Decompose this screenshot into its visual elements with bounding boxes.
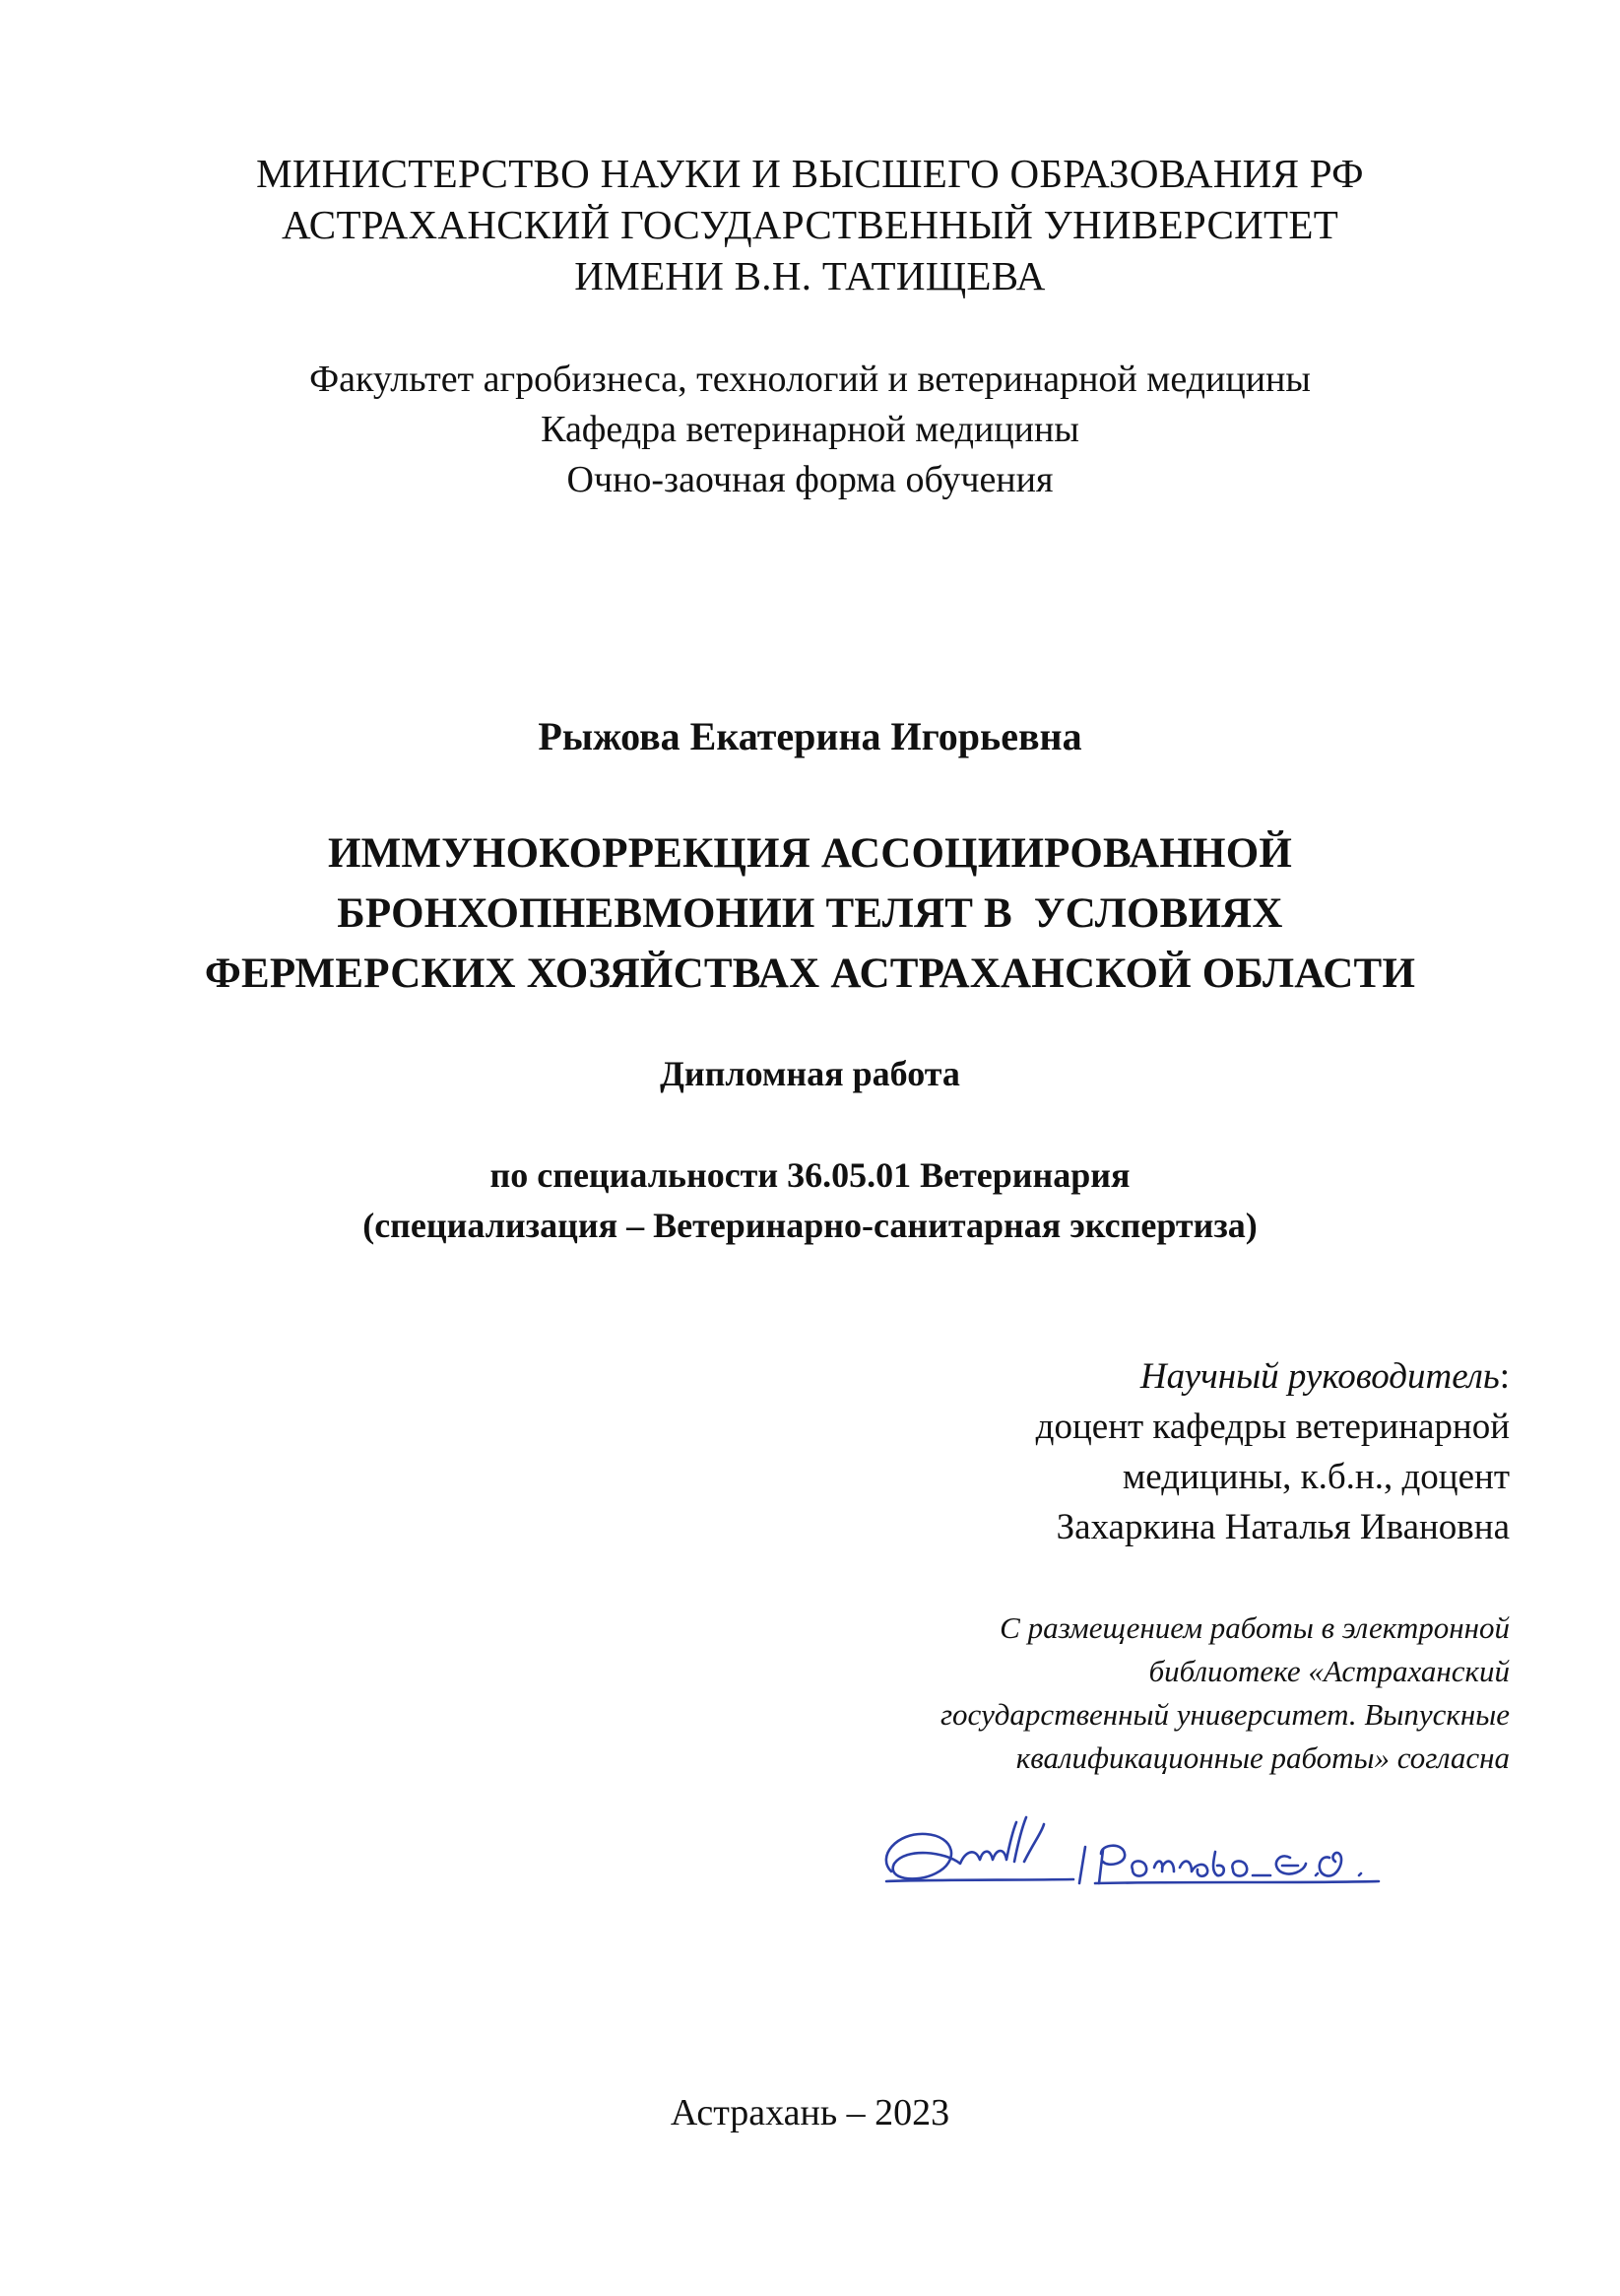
signature-separator: [1079, 1847, 1085, 1883]
thesis-title-line-2: БРОНХОПНЕВМОНИИ ТЕЛЯТ В УСЛОВИЯХ: [337, 890, 1283, 937]
signature-name-script: [1099, 1846, 1361, 1883]
consent-line-2: библиотеке «Астраханский: [1148, 1654, 1510, 1688]
library-consent-statement: [722, 1607, 1510, 1780]
signature-underline: [886, 1879, 1073, 1881]
supervisor-name: Захаркина Наталья Ивановна: [1056, 1507, 1510, 1547]
supervisor-position-line-1: доцент кафедры ветеринарной: [1035, 1407, 1510, 1447]
department-name: Кафедра ветеринарной медицины: [541, 409, 1079, 450]
city-year-footer: [0, 2088, 1620, 2137]
signature-name-underline: [1095, 1881, 1379, 1883]
ministry-line: МИНИСТЕРСТВО НАУКИ И ВЫСШЕГО ОБРАЗОВАНИЯ РФ: [256, 151, 1364, 196]
thesis-title-line-3: ФЕРМЕРСКИХ ХОЗЯЙСТВАХ АСТРАХАНСКОЙ ОБЛАСТИ: [204, 951, 1416, 997]
signature-drawing: [867, 1803, 1576, 1911]
consent-line-1: С размещением работы в электронной: [1000, 1610, 1510, 1645]
specialty-line-1: по специальности 36.05.01 Ветеринария: [489, 1155, 1131, 1195]
faculty-name: Факультет агробизнеса, технологий и ветеринарной медицины: [309, 359, 1311, 400]
thesis-title-line-1: ИММУНОКОРРЕКЦИЯ АССОЦИИРОВАННОЙ: [328, 830, 1292, 877]
author-name-text: Рыжова Екатерина Игорьевна: [538, 714, 1082, 758]
supervisor-role-label: Научный руководитель: [1139, 1356, 1500, 1397]
supervisor-role-colon: :: [1499, 1356, 1510, 1397]
handwritten-signature: [867, 1803, 1576, 1911]
supervisor-role-line: [820, 1351, 1510, 1402]
supervisor-position-line-2: медицины, к.б.н., доцент: [1122, 1457, 1510, 1497]
specialty-block: [0, 1150, 1620, 1251]
document-type-text: Дипломная работа: [660, 1054, 960, 1093]
signature-flourish: [886, 1817, 1044, 1878]
author-name: [0, 711, 1620, 762]
institution-header: [0, 148, 1620, 301]
consent-line-4: квалификационные работы» согласна: [1015, 1740, 1510, 1775]
university-named-after-line: ИМЕНИ В.Н. ТАТИЩЕВА: [574, 253, 1046, 298]
study-form: Очно-заочная форма обучения: [566, 459, 1054, 500]
consent-line-3: государственный университет. Выпускные: [940, 1697, 1510, 1732]
specialty-line-2: (специализация – Ветеринарно-санитарная экспертиза): [362, 1206, 1258, 1245]
city-year-text: Астрахань – 2023: [670, 2092, 950, 2133]
document-type: [0, 1050, 1620, 1097]
thesis-title: [0, 823, 1620, 1004]
university-line: АСТРАХАНСКИЙ ГОСУДАРСТВЕННЫЙ УНИВЕРСИТЕТ: [281, 202, 1339, 247]
supervisor-block: [820, 1351, 1510, 1552]
faculty-block: [0, 355, 1620, 505]
